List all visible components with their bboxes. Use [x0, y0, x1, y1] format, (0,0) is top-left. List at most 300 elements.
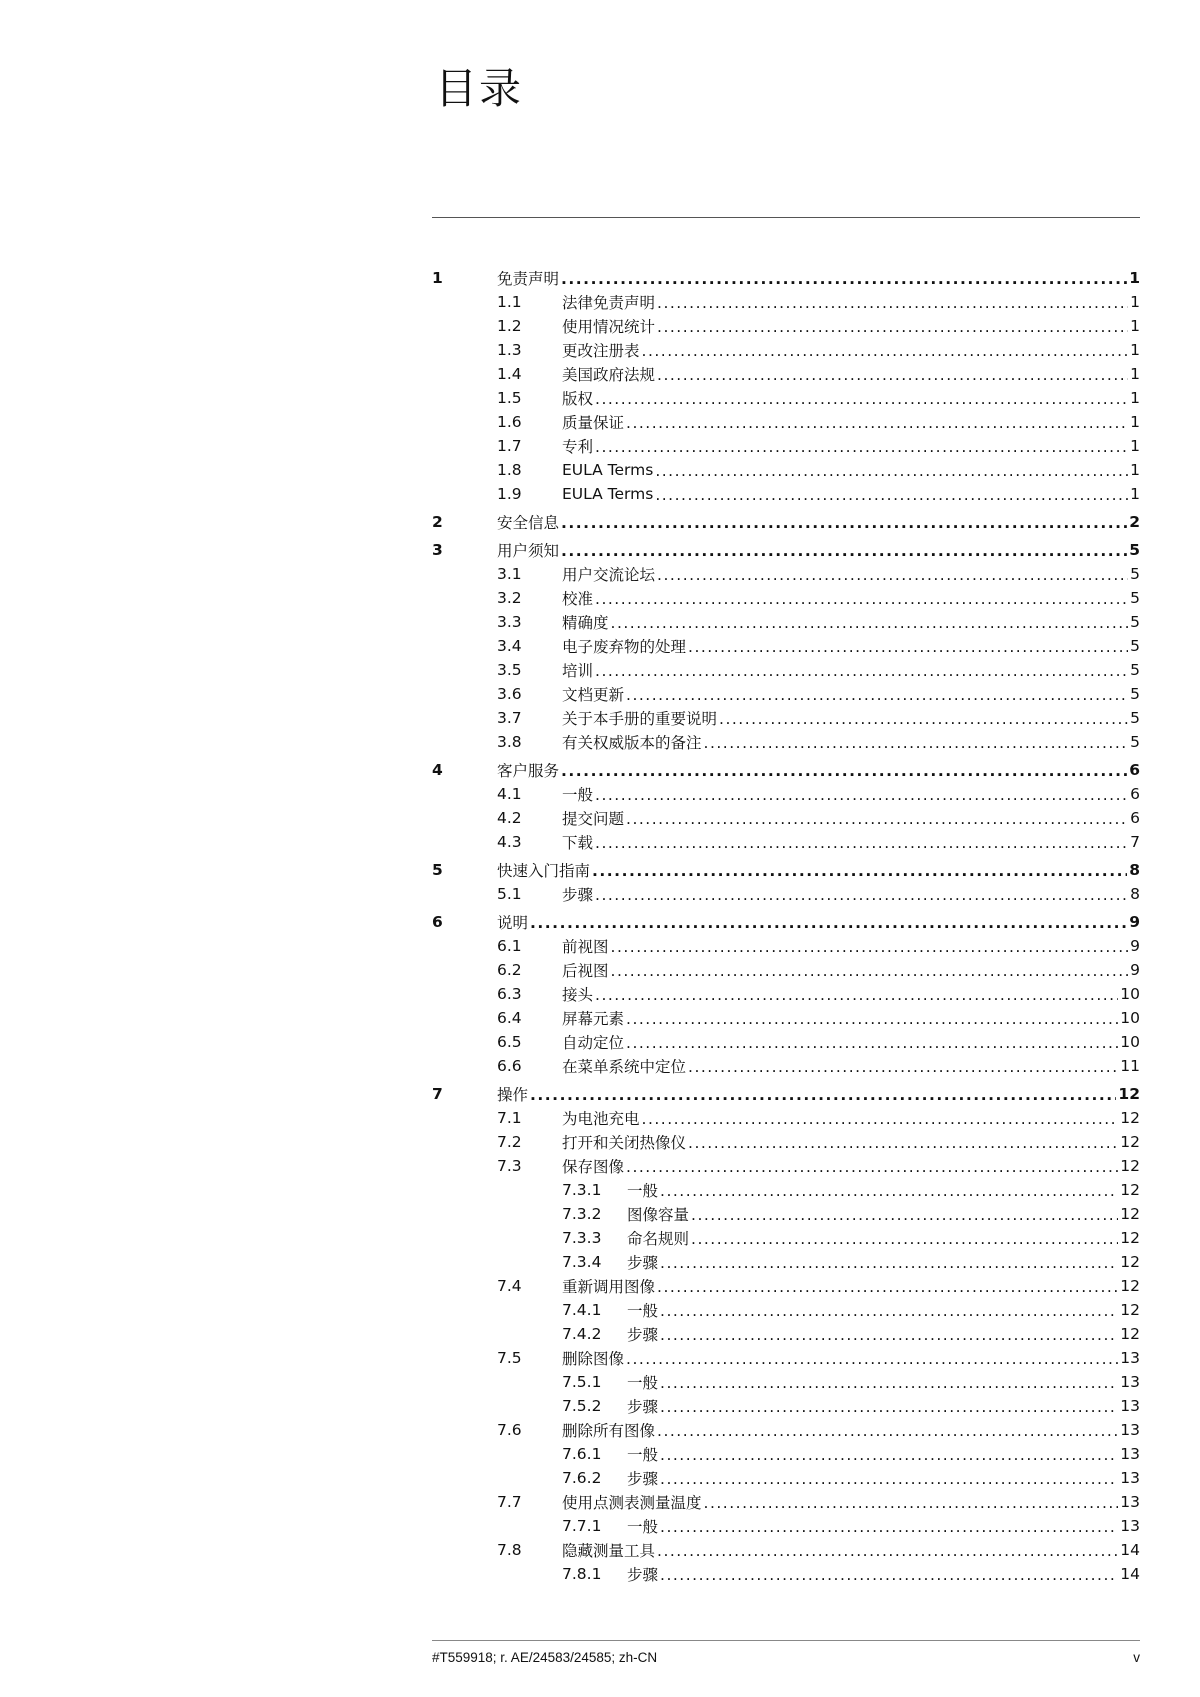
- toc-entry-line: [562, 290, 1140, 314]
- toc-entry[interactable]: [432, 782, 1140, 806]
- toc-entry-line: [627, 1226, 1140, 1250]
- toc-dot-leader: [611, 958, 1129, 982]
- toc-entry-page: 9: [1130, 961, 1140, 979]
- toc-entry[interactable]: [432, 1490, 1140, 1514]
- toc-entry-number: 7.5: [497, 1349, 522, 1367]
- toc-entry-line: [562, 482, 1140, 506]
- toc-dot-leader: [592, 858, 1127, 882]
- toc-entry[interactable]: [432, 586, 1140, 610]
- toc-entry-label: 用户交流论坛: [562, 566, 656, 584]
- toc-entry-page: 10: [1120, 1009, 1140, 1027]
- toc-dot-leader: [595, 386, 1128, 410]
- toc-entry-page: 13: [1120, 1397, 1140, 1415]
- toc-entry[interactable]: [432, 730, 1140, 754]
- toc-entry-number: 1.5: [497, 389, 522, 407]
- toc-entry-line: [562, 1274, 1140, 1298]
- toc-entry[interactable]: [432, 610, 1140, 634]
- toc-dot-leader: [691, 1226, 1118, 1250]
- toc-dot-leader: [561, 266, 1127, 290]
- toc-entry[interactable]: [432, 982, 1140, 1006]
- footer-document-id: #T559918; r. AE/24583/24585; zh-CN: [432, 1650, 658, 1665]
- toc-entry-number: 1.7: [497, 437, 522, 455]
- toc-entry-line: [562, 658, 1140, 682]
- footer-page-number: v: [1133, 1650, 1140, 1665]
- toc-entry-page: 2: [1129, 513, 1140, 531]
- toc-entry-line: [562, 706, 1140, 730]
- toc-entry-page: 1: [1130, 461, 1140, 479]
- toc-dot-leader: [655, 482, 1128, 506]
- toc-entry[interactable]: [432, 1442, 1140, 1466]
- toc-entry[interactable]: [432, 338, 1140, 362]
- toc-entry-line: [627, 1442, 1140, 1466]
- toc-entry-label: 步骤: [627, 1566, 659, 1584]
- top-divider: [432, 217, 1140, 218]
- toc-entry-page: 1: [1130, 437, 1140, 455]
- toc-entry-page: 9: [1129, 913, 1140, 931]
- toc-entry[interactable]: [432, 758, 1140, 782]
- toc-entry-label: 用户须知: [497, 542, 560, 560]
- toc-entry-label: 提交问题: [562, 810, 625, 828]
- toc-entry-page: 13: [1120, 1421, 1140, 1439]
- toc-entry-number: 7: [432, 1085, 443, 1103]
- toc-entry-page: 13: [1120, 1469, 1140, 1487]
- toc-dot-leader: [660, 1562, 1118, 1586]
- toc-entry[interactable]: [432, 634, 1140, 658]
- toc-entry-number: 3.4: [497, 637, 522, 655]
- toc-entry-line: [627, 1178, 1140, 1202]
- toc-entry-number: 3.2: [497, 589, 522, 607]
- toc-entry[interactable]: [432, 1178, 1140, 1202]
- toc-entry-page: 12: [1120, 1109, 1140, 1127]
- toc-entry-label: 使用情况统计: [562, 318, 656, 336]
- toc-entry[interactable]: [432, 682, 1140, 706]
- toc-entry-page: 13: [1120, 1493, 1140, 1511]
- toc-entry-line: [497, 510, 1140, 534]
- toc-entry-page: 7: [1130, 833, 1140, 851]
- toc-entry-page: 12: [1120, 1325, 1140, 1343]
- toc-entry[interactable]: [432, 910, 1140, 934]
- toc-dot-leader: [561, 538, 1127, 562]
- toc-entry-page: 1: [1130, 317, 1140, 335]
- toc-entry-number: 3.6: [497, 685, 522, 703]
- toc-entry-label: 校准: [562, 590, 594, 608]
- toc-entry-number: 1.8: [497, 461, 522, 479]
- toc-dot-leader: [561, 758, 1127, 782]
- toc-entry-number: 7.3.1: [562, 1181, 602, 1199]
- toc-entry-label: 操作: [497, 1086, 529, 1104]
- toc-entry[interactable]: [432, 830, 1140, 854]
- toc-entry-page: 10: [1120, 1033, 1140, 1051]
- toc-entry-page: 12: [1120, 1205, 1140, 1223]
- toc-entry-page: 5: [1130, 565, 1140, 583]
- toc-dot-leader: [660, 1394, 1118, 1418]
- toc-entry-label: 屏幕元素: [562, 1010, 625, 1028]
- toc-entry-page: 5: [1130, 613, 1140, 631]
- toc-entry-number: 6.3: [497, 985, 522, 1003]
- toc-entry[interactable]: [432, 1514, 1140, 1538]
- toc-dot-leader: [626, 1030, 1118, 1054]
- toc-entry-number: 7.8: [497, 1541, 522, 1559]
- toc-entry-page: 12: [1118, 1085, 1140, 1103]
- toc-entry[interactable]: [432, 314, 1140, 338]
- toc-entry-label: 更改注册表: [562, 342, 640, 360]
- toc-dot-leader: [595, 658, 1128, 682]
- toc-entry-line: [627, 1514, 1140, 1538]
- toc-entry-page: 14: [1120, 1541, 1140, 1559]
- toc-entry[interactable]: [432, 458, 1140, 482]
- toc-entry-page: 12: [1120, 1229, 1140, 1247]
- toc-entry[interactable]: [432, 658, 1140, 682]
- toc-entry-label: 重新调用图像: [562, 1278, 656, 1296]
- toc-entry-line: [562, 806, 1140, 830]
- toc-entry[interactable]: [432, 1274, 1140, 1298]
- toc-entry-line: [497, 758, 1140, 782]
- toc-entry-label: 一般: [627, 1446, 659, 1464]
- toc-entry-line: [562, 1154, 1140, 1178]
- toc-entry[interactable]: [432, 1006, 1140, 1030]
- toc-dot-leader: [642, 338, 1129, 362]
- toc-entry[interactable]: [432, 1322, 1140, 1346]
- toc-entry[interactable]: [432, 1298, 1140, 1322]
- toc-dot-leader: [719, 706, 1128, 730]
- toc-entry-page: 13: [1120, 1517, 1140, 1535]
- toc-entry-page: 10: [1120, 985, 1140, 1003]
- toc-entry-label: 前视图: [562, 938, 609, 956]
- toc-entry[interactable]: [432, 410, 1140, 434]
- toc-entry[interactable]: [432, 482, 1140, 506]
- toc-entry[interactable]: [432, 1394, 1140, 1418]
- toc-entry-label: 使用点测表测量温度: [562, 1494, 702, 1512]
- toc-entry-label: 一般: [627, 1518, 659, 1536]
- toc-entry-line: [562, 434, 1140, 458]
- toc-entry-line: [562, 1418, 1140, 1442]
- toc-entry-number: 7.4.1: [562, 1301, 602, 1319]
- toc-entry-label: 有关权威版本的备注: [562, 734, 702, 752]
- toc-dot-leader: [704, 1490, 1119, 1514]
- toc-entry-number: 6.1: [497, 937, 522, 955]
- toc-entry-line: [562, 1030, 1140, 1054]
- toc-entry-number: 1.3: [497, 341, 522, 359]
- toc-dot-leader: [595, 586, 1128, 610]
- toc-entry-number: 7.6: [497, 1421, 522, 1439]
- toc-entry-number: 1.4: [497, 365, 522, 383]
- toc-entry[interactable]: [432, 434, 1140, 458]
- toc-entry-line: [562, 830, 1140, 854]
- toc-entry-number: 5.1: [497, 885, 522, 903]
- toc-entry-number: 7.3.4: [562, 1253, 602, 1271]
- toc-dot-leader: [657, 362, 1128, 386]
- toc-entry-number: 7.3.2: [562, 1205, 602, 1223]
- toc-entry-number: 7.4.2: [562, 1325, 602, 1343]
- toc-entry-line: [562, 1054, 1140, 1078]
- toc-entry-line: [562, 934, 1140, 958]
- toc-entry-number: 6.5: [497, 1033, 522, 1051]
- toc-entry-label: 步骤: [627, 1326, 659, 1344]
- toc-dot-leader: [657, 1274, 1118, 1298]
- toc-entry-line: [562, 882, 1140, 906]
- toc-dot-leader: [660, 1466, 1118, 1490]
- toc-entry[interactable]: [432, 1130, 1140, 1154]
- toc-entry-number: 4.1: [497, 785, 522, 803]
- toc-entry[interactable]: [432, 538, 1140, 562]
- toc-entry-page: 12: [1120, 1157, 1140, 1175]
- footer-divider: [432, 1640, 1140, 1641]
- toc-entry-page: 13: [1120, 1349, 1140, 1367]
- toc-entry[interactable]: [432, 706, 1140, 730]
- toc-entry-line: [562, 410, 1140, 434]
- toc-entry-line: [562, 1538, 1140, 1562]
- toc-dot-leader: [561, 510, 1127, 534]
- toc-entry-page: 9: [1130, 937, 1140, 955]
- toc-entry-label: 美国政府法规: [562, 366, 656, 384]
- toc-entry-line: [562, 782, 1140, 806]
- toc-entry-number: 1.6: [497, 413, 522, 431]
- toc-dot-leader: [626, 1006, 1118, 1030]
- toc-entry-page: 5: [1130, 733, 1140, 751]
- toc-entry-number: 1.1: [497, 293, 522, 311]
- toc-entry-number: 7.7.1: [562, 1517, 602, 1535]
- toc-dot-leader: [626, 1154, 1118, 1178]
- toc-entry-line: [627, 1370, 1140, 1394]
- toc-entry-number: 3.3: [497, 613, 522, 631]
- toc-entry-label: 步骤: [627, 1398, 659, 1416]
- toc-entry-page: 5: [1130, 709, 1140, 727]
- toc-entry-label: 关于本手册的重要说明: [562, 710, 718, 728]
- toc-dot-leader: [595, 830, 1128, 854]
- toc-dot-leader: [642, 1106, 1119, 1130]
- toc-entry-number: 7.2: [497, 1133, 522, 1151]
- toc-entry-line: [562, 634, 1140, 658]
- toc-entry-number: 4.3: [497, 833, 522, 851]
- toc-entry-label: 后视图: [562, 962, 609, 980]
- toc-entry-line: [497, 910, 1140, 934]
- toc-entry-line: [627, 1250, 1140, 1274]
- toc-entry-label: 一般: [627, 1374, 659, 1392]
- toc-entry-line: [562, 1006, 1140, 1030]
- toc-dot-leader: [688, 1054, 1118, 1078]
- toc-entry[interactable]: [432, 1250, 1140, 1274]
- toc-entry-label: 步骤: [627, 1470, 659, 1488]
- toc-dot-leader: [595, 434, 1128, 458]
- toc-entry-label: 下载: [562, 834, 594, 852]
- toc-dot-leader: [657, 314, 1128, 338]
- toc-entry-line: [562, 982, 1140, 1006]
- toc-entry-line: [562, 958, 1140, 982]
- toc-dot-leader: [626, 806, 1128, 830]
- toc-entry-line: [627, 1322, 1140, 1346]
- toc-entry-line: [562, 314, 1140, 338]
- toc-entry-number: 7.5.2: [562, 1397, 602, 1415]
- toc-dot-leader: [660, 1370, 1118, 1394]
- toc-entry[interactable]: [432, 882, 1140, 906]
- toc-entry-page: 1: [1130, 389, 1140, 407]
- toc-entry-label: 步骤: [627, 1254, 659, 1272]
- toc-entry-label: 说明: [497, 914, 529, 932]
- toc-entry[interactable]: [432, 1466, 1140, 1490]
- toc-entry-label: 版权: [562, 390, 594, 408]
- toc-entry-line: [562, 458, 1140, 482]
- toc-entry-line: [562, 562, 1140, 586]
- toc-entry-page: 12: [1120, 1133, 1140, 1151]
- toc-entry[interactable]: [432, 858, 1140, 882]
- toc-dot-leader: [660, 1322, 1118, 1346]
- toc-entry-line: [562, 610, 1140, 634]
- toc-entry-label: 培训: [562, 662, 594, 680]
- toc-dot-leader: [657, 562, 1128, 586]
- toc-entry-number: 7.6.1: [562, 1445, 602, 1463]
- toc-entry-line: [627, 1298, 1140, 1322]
- toc-entry[interactable]: [432, 510, 1140, 534]
- toc-dot-leader: [660, 1514, 1118, 1538]
- toc-dot-leader: [611, 610, 1129, 634]
- toc-dot-leader: [626, 682, 1128, 706]
- toc-entry-line: [562, 730, 1140, 754]
- toc-entry-number: 2: [432, 513, 443, 531]
- toc-entry[interactable]: [432, 386, 1140, 410]
- toc-entry-page: 8: [1129, 861, 1140, 879]
- toc-dot-leader: [660, 1250, 1118, 1274]
- toc-entry-label: 一般: [562, 786, 594, 804]
- toc-entry-number: 6: [432, 913, 443, 931]
- toc-entry-line: [562, 1130, 1140, 1154]
- toc-entry[interactable]: [432, 266, 1140, 290]
- toc-entry-line: [627, 1466, 1140, 1490]
- toc-dot-leader: [530, 1082, 1116, 1106]
- toc-entry-number: 6.2: [497, 961, 522, 979]
- toc-entry-page: 6: [1129, 761, 1140, 779]
- toc-entry-page: 5: [1130, 685, 1140, 703]
- toc-dot-leader: [595, 882, 1128, 906]
- toc-entry-label: 为电池充电: [562, 1110, 640, 1128]
- toc-entry-line: [562, 338, 1140, 362]
- toc-entry-page: 12: [1120, 1301, 1140, 1319]
- toc-entry-number: 3.1: [497, 565, 522, 583]
- toc-entry-number: 6.6: [497, 1057, 522, 1075]
- toc-entry-page: 13: [1120, 1445, 1140, 1463]
- toc-entry-page: 6: [1130, 809, 1140, 827]
- toc-entry-number: 1.2: [497, 317, 522, 335]
- toc-entry-page: 6: [1130, 785, 1140, 803]
- toc-entry[interactable]: [432, 958, 1140, 982]
- toc-entry-number: 7.7: [497, 1493, 522, 1511]
- toc-entry[interactable]: [432, 1202, 1140, 1226]
- toc-dot-leader: [655, 458, 1128, 482]
- toc-entry-label: 文档更新: [562, 686, 625, 704]
- toc-entry[interactable]: [432, 1538, 1140, 1562]
- toc-entry-page: 1: [1130, 485, 1140, 503]
- toc-entry[interactable]: [432, 1106, 1140, 1130]
- toc-entry-page: 5: [1130, 589, 1140, 607]
- toc-entry-line: [497, 1082, 1140, 1106]
- toc-entry-page: 8: [1130, 885, 1140, 903]
- toc-entry-label: 自动定位: [562, 1034, 625, 1052]
- toc-entry-page: 1: [1130, 413, 1140, 431]
- toc-entry[interactable]: [432, 1030, 1140, 1054]
- toc-dot-leader: [688, 1130, 1118, 1154]
- toc-entry[interactable]: [432, 1154, 1140, 1178]
- toc-entry-number: 6.4: [497, 1009, 522, 1027]
- table-of-contents: [432, 266, 1140, 1586]
- toc-entry-line: [627, 1562, 1140, 1586]
- toc-entry-number: 7.1: [497, 1109, 522, 1127]
- toc-dot-leader: [691, 1202, 1118, 1226]
- toc-entry[interactable]: [432, 1370, 1140, 1394]
- toc-entry-number: 7.6.2: [562, 1469, 602, 1487]
- toc-entry[interactable]: [432, 1346, 1140, 1370]
- toc-entry-page: 13: [1120, 1373, 1140, 1391]
- toc-dot-leader: [660, 1442, 1118, 1466]
- toc-entry-number: 3.5: [497, 661, 522, 679]
- toc-dot-leader: [704, 730, 1129, 754]
- toc-entry-label: 电子废弃物的处理: [562, 638, 687, 656]
- toc-entry[interactable]: [432, 1562, 1140, 1586]
- toc-dot-leader: [595, 982, 1118, 1006]
- toc-entry[interactable]: [432, 362, 1140, 386]
- toc-entry-label: 免责声明: [497, 270, 560, 288]
- toc-entry-line: [562, 362, 1140, 386]
- toc-entry-label: 在菜单系统中定位: [562, 1058, 687, 1076]
- toc-entry-number: 7.5.1: [562, 1373, 602, 1391]
- toc-entry-label: EULA Terms: [562, 485, 654, 503]
- toc-entry-page: 1: [1130, 365, 1140, 383]
- toc-entry[interactable]: [432, 806, 1140, 830]
- toc-entry-number: 3.8: [497, 733, 522, 751]
- toc-entry[interactable]: [432, 934, 1140, 958]
- toc-dot-leader: [657, 1418, 1118, 1442]
- toc-entry-line: [627, 1394, 1140, 1418]
- toc-entry-label: 精确度: [562, 614, 609, 632]
- toc-dot-leader: [530, 910, 1127, 934]
- toc-entry-page: 5: [1130, 661, 1140, 679]
- toc-entry-number: 4.2: [497, 809, 522, 827]
- toc-entry-page: 12: [1120, 1277, 1140, 1295]
- toc-entry-label: 图像容量: [627, 1206, 690, 1224]
- toc-entry[interactable]: [432, 1082, 1140, 1106]
- toc-dot-leader: [688, 634, 1128, 658]
- toc-entry-page: 14: [1120, 1565, 1140, 1583]
- toc-entry-label: 接头: [562, 986, 594, 1004]
- toc-entry-line: [562, 682, 1140, 706]
- toc-entry-label: 一般: [627, 1302, 659, 1320]
- toc-entry-line: [497, 266, 1140, 290]
- toc-entry-page: 12: [1120, 1253, 1140, 1271]
- toc-dot-leader: [626, 1346, 1118, 1370]
- toc-entry-number: 3: [432, 541, 443, 559]
- toc-entry-label: 客户服务: [497, 762, 560, 780]
- toc-entry-label: 删除图像: [562, 1350, 625, 1368]
- toc-entry[interactable]: [432, 1226, 1140, 1250]
- toc-entry-label: 安全信息: [497, 514, 560, 532]
- toc-entry-number: 4: [432, 761, 443, 779]
- toc-entry-label: 命名规则: [627, 1230, 690, 1248]
- toc-entry[interactable]: [432, 562, 1140, 586]
- toc-entry-number: 7.3.3: [562, 1229, 602, 1247]
- toc-entry[interactable]: [432, 1054, 1140, 1078]
- toc-dot-leader: [626, 410, 1128, 434]
- toc-entry[interactable]: [432, 290, 1140, 314]
- toc-entry-line: [562, 1490, 1140, 1514]
- toc-entry-page: 12: [1120, 1181, 1140, 1199]
- toc-entry-number: 3.7: [497, 709, 522, 727]
- toc-entry-page: 1: [1130, 293, 1140, 311]
- toc-dot-leader: [611, 934, 1129, 958]
- toc-dot-leader: [660, 1178, 1118, 1202]
- toc-entry-page: 5: [1129, 541, 1140, 559]
- toc-entry-number: 7.3: [497, 1157, 522, 1175]
- toc-dot-leader: [660, 1298, 1118, 1322]
- toc-entry[interactable]: [432, 1418, 1140, 1442]
- toc-entry-label: 保存图像: [562, 1158, 625, 1176]
